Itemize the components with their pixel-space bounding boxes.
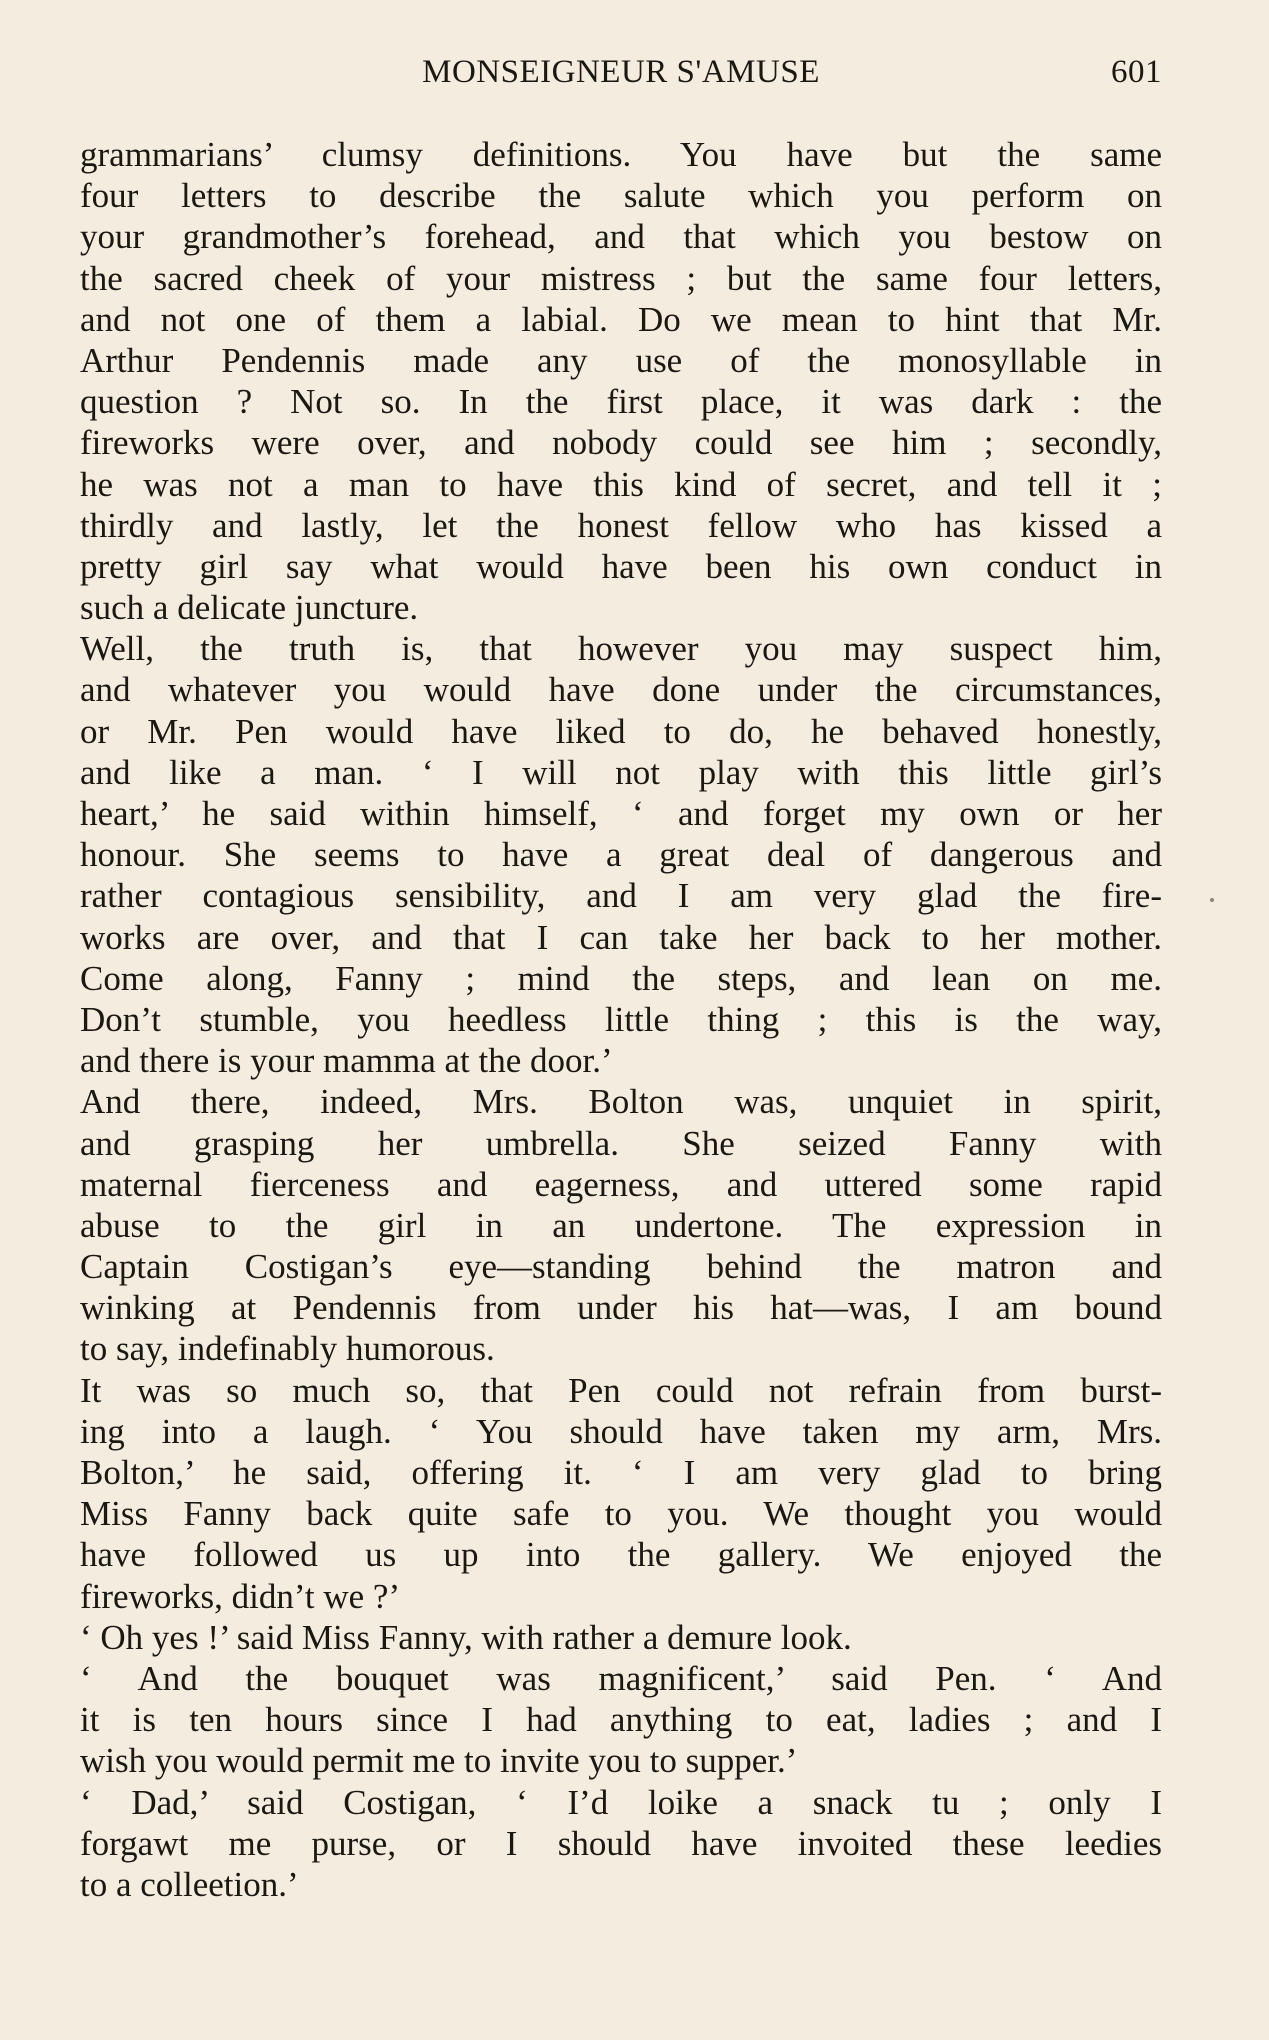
text-line: have followed us up into the gallery. We enjoyed the [80, 1535, 1162, 1575]
text-line: and grasping her umbrella. She seized Fanny with [80, 1123, 1162, 1163]
text-line: and not one of them a labial. Do we mean to hint that Mr. [80, 299, 1162, 339]
text-line: honour. She seems to have a great deal of dangerous and [80, 835, 1162, 875]
text-line: maternal fierceness and eagerness, and uttered some rapid [80, 1164, 1162, 1204]
text-line: Come along, Fanny ; mind the steps, and lean on me. [80, 958, 1162, 998]
text-line: ‘ Dad,’ said Costigan, ‘ I’d loike a snack tu ; only I [80, 1782, 1162, 1822]
text-line: and whatever you would have done under the circumstances, [80, 670, 1162, 710]
text-line: ‘ Oh yes !’ said Miss Fanny, with rather a demure look. [80, 1617, 852, 1657]
text-line: he was not a man to have this kind of secret, and tell it ; [80, 464, 1162, 504]
text-line: thirdly and lastly, let the honest fellow who has kissed a [80, 505, 1162, 545]
text-line: forgawt me purse, or I should have invoited these leedies [80, 1823, 1162, 1863]
text-line: grammarians’ clumsy definitions. You have but the same [80, 135, 1162, 174]
running-title: MONSEIGNEUR S'AMUSE [422, 54, 820, 90]
text-line: heart,’ he said within himself, ‘ and forget my own or her [80, 794, 1162, 833]
text-line: Bolton,’ he said, offering it. ‘ I am very glad to bring [80, 1453, 1162, 1492]
text-line: ing into a laugh. ‘ You should have taken my arm, Mrs. [80, 1411, 1162, 1451]
text-line: it is ten hours since I had anything to eat, ladies ; and I [80, 1700, 1162, 1740]
text-line: the sacred cheek of your mistress ; but the same four letters, [80, 258, 1162, 298]
text-line: and like a man. ‘ I will not play with this little girl’s [80, 752, 1162, 792]
text-line: wish you would permit me to invite you to supper.’ [80, 1741, 798, 1781]
text-line: pretty girl say what would have been his own conduct in [80, 546, 1162, 586]
text-line: such a delicate juncture. [80, 588, 419, 628]
text-line: winking at Pendennis from under his hat—was, I am bound [80, 1288, 1162, 1328]
page-number: 601 [1111, 54, 1162, 90]
text-line: Captain Costigan’s eye—standing behind the matron and [80, 1247, 1162, 1287]
text-line: and there is your mamma at the door.’ [80, 1041, 613, 1081]
text-line: question ? Not so. In the first place, it was dark : the [80, 382, 1162, 422]
text-line: Well, the truth is, that however you may suspect him, [80, 629, 1162, 669]
text-line: fireworks, didn’t we ?’ [80, 1576, 401, 1616]
text-line: Arthur Pendennis made any use of the monosyllable in [80, 340, 1162, 380]
text-line: or Mr. Pen would have liked to do, he behaved honestly, [80, 711, 1162, 751]
text-line: to say, indefinably humorous. [80, 1329, 495, 1369]
running-head [80, 54, 1162, 104]
body-text [80, 134, 1162, 1905]
text-line: Miss Fanny back quite safe to you. We thought you would [80, 1494, 1162, 1534]
text-line: It was so much so, that Pen could not refrain from burst- [80, 1370, 1162, 1410]
text-line: And there, indeed, Mrs. Bolton was, unquiet in spirit, [80, 1082, 1162, 1122]
text-line: ‘ And the bouquet was magnificent,’ said Pen. ‘ And [80, 1658, 1162, 1698]
text-line: works are over, and that I can take her back to her mother. [80, 917, 1162, 957]
text-line: four letters to describe the salute which you perform on [80, 176, 1162, 216]
text-line: rather contagious sensibility, and I am very glad the fire- [80, 876, 1162, 916]
text-line: Don’t stumble, you heedless little thing ; this is the way, [80, 999, 1162, 1039]
text-line: fireworks were over, and nobody could see him ; secondly, [80, 423, 1162, 463]
text-line: to a colleetion.’ [80, 1864, 299, 1904]
print-speck [1210, 898, 1214, 902]
text-line: abuse to the girl in an undertone. The expression in [80, 1205, 1162, 1245]
text-line: your grandmother’s forehead, and that which you bestow on [80, 217, 1162, 257]
